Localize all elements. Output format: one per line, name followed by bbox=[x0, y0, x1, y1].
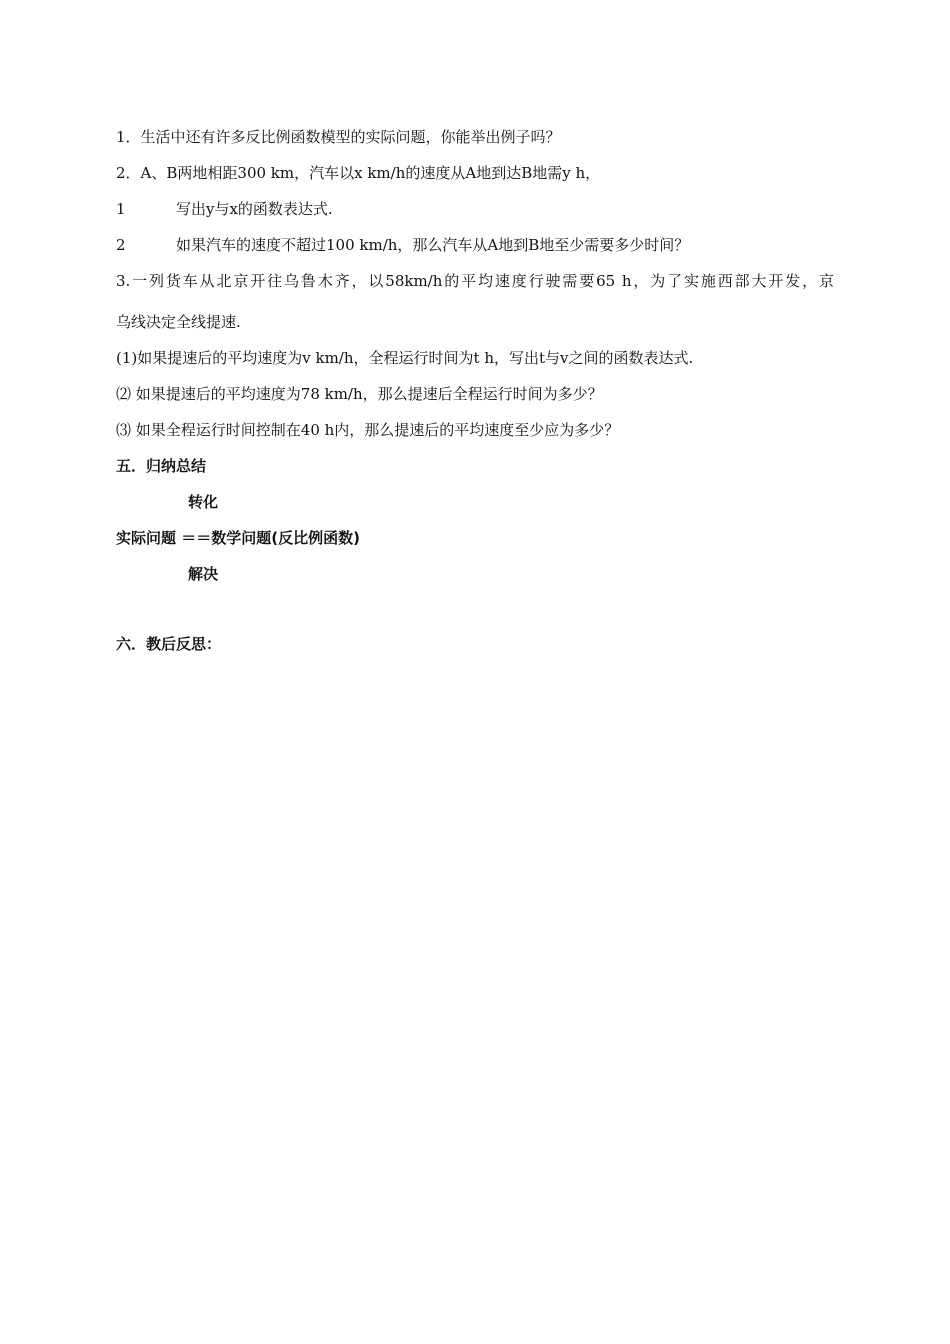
exercise-3-line-1: 3.一列货车从北京开往乌鲁木齐，以58km/h的平均速度行驶需要65 h，为了实施西部大开发，京 bbox=[116, 272, 834, 290]
exercise-3-part-3: ⑶ 如果全程运行时间控制在40 h内，那么提速后的平均速度至少应为多少？ bbox=[116, 421, 620, 439]
exercise-2-sub-1 bbox=[116, 199, 333, 219]
exercise-1: 1．生活中还有许多反比例函数模型的实际问题，你能举出例子吗？ bbox=[116, 128, 561, 146]
solve-label: 解决 bbox=[188, 565, 219, 583]
exercise-3-part-1: (1)如果提速后的平均速度为v km/h，全程运行时间为t h，写出t与v之间的函数表达式. bbox=[116, 349, 694, 367]
sub-number: 1 bbox=[116, 200, 126, 218]
sub-number: 2 bbox=[116, 236, 126, 254]
exercise-3-line-2: 乌线决定全线提速. bbox=[116, 313, 241, 331]
sub-text: 写出y与x的函数表达式. bbox=[176, 200, 333, 218]
exercise-3-part-2: ⑵ 如果提速后的平均速度为78 km/h，那么提速后全程运行时间为多少？ bbox=[116, 385, 603, 403]
exercise-2-sub-2 bbox=[116, 235, 689, 255]
sub-text: 如果汽车的速度不超过100 km/h，那么汽车从A地到B地至少需要多少时间？ bbox=[176, 236, 690, 254]
transform-label: 转化 bbox=[188, 493, 219, 511]
summary-heading: 五．归纳总结 bbox=[116, 457, 207, 475]
reflection-heading: 六．教后反思： bbox=[116, 635, 222, 653]
exercise-2: 2．A、B两地相距300 km，汽车以x km/h的速度从A地到达B地需y h， bbox=[116, 164, 601, 182]
summary-flow: 实际问题 ＝＝数学问题(反比例函数) bbox=[116, 529, 360, 547]
